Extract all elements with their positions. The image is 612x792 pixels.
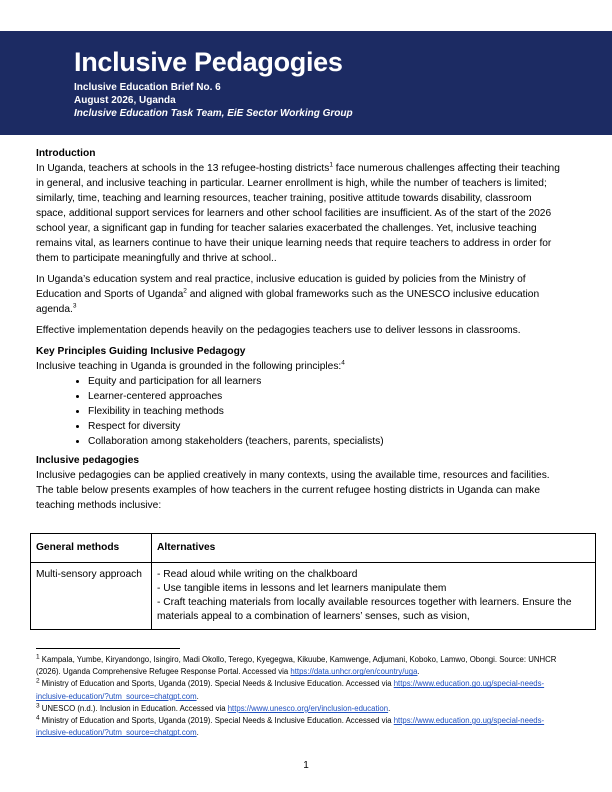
list-item: • Learner-centered approaches bbox=[88, 389, 560, 404]
footnote-divider bbox=[36, 648, 180, 649]
principles-lead bbox=[36, 359, 560, 374]
principles-lead-text: Inclusive teaching in Uganda is grounded in the following principles: bbox=[36, 361, 342, 372]
footnote-link[interactable]: https://data.unhcr.org/en/country/uga bbox=[290, 667, 418, 677]
footnote-1: $^1$ Kampala, Yumbe, Kiryandongo, Isingiro, Madi Okollo, Terego, Kyegegwa, Kikuube, Kamwenge, Adjumani, Koboko, Lamwo, Obongi. Source: UNHCR (2026). Uganda Comprehensive Refugee Response Portal. Accessed via https://data.unhcr.org/en/country/uga. bbox=[36, 653, 557, 677]
alternative-item: - Use tangible items in lessons and let learners manipulate them bbox=[157, 583, 447, 594]
footnote-4: $^4$ Ministry of Education and Sports, Uganda (2019). Special Needs & Inclusive Education. Accessed via https://www.education.go.ug/special-needs-inclusive-education/?utm_source=chatgpt.com. bbox=[36, 714, 545, 738]
intro-paragraph-1: In Uganda, teachers at schools in the 13 refugee-hosting districts$^1$ face numerous challenges affecting their teaching in general, and inclusive teaching in particular. Learner enrollment is high, while the number of teachers is limited; similarly, time, teaching and learning resources, teacher training, positive attitude towards disability, classroom space, additional support services for learners and other school facilities are insufficient. As of the start of the 2026 school year, a significant gap in funding for teacher salaries exacerbated the challenges. Yet, inclusive teaching remains vital, as learners continue to have their unique learning needs that require teachers to address in order for them to participate meaningfully and thrive at school.. bbox=[36, 161, 560, 264]
intro-p2-text-b: and aligned with global frameworks such as the UNESCO inclusive education agenda. bbox=[36, 289, 540, 315]
intro-p2-text-a: In Uganda’s education system and real practice, inclusive education is guided by policies from the Ministry of Education and Sports of Uganda bbox=[36, 274, 526, 300]
pedagogies-paragraph: Inclusive pedagogies can be applied creatively in many contexts, using the available time, resources and facilities. The table below presents examples of how teachers in the current refugee hosting districts in Uganda can make teaching methods inclusive: bbox=[36, 470, 550, 511]
table-header-row bbox=[31, 534, 596, 563]
intro-heading: Introduction bbox=[36, 148, 96, 159]
footnote-link[interactable]: https://www.education.go.ug/special-needs-inclusive-education/?utm_source=chatgpt.com bbox=[36, 679, 545, 701]
method-cell: Multi-sensory approach bbox=[31, 563, 152, 630]
principles-heading: Key Principles Guiding Inclusive Pedagogy bbox=[36, 346, 246, 357]
page-number: 1 bbox=[303, 760, 309, 771]
list-item: • Equity and participation for all learners bbox=[88, 374, 560, 389]
intro-paragraph-2 bbox=[36, 272, 560, 317]
footnote-text: Kampala, Yumbe, Kiryandongo, Isingiro, Madi Okollo, Terego, Kyegegwa, Kikuube, Kamwenge, Adjumani, Koboko, Lamwo, Obongi. Source: UNHCR (2026). Uganda Comprehensive Refugee Response Portal. Accessed via bbox=[36, 655, 557, 677]
principles-list bbox=[36, 374, 560, 449]
list-item: • Respect for diversity bbox=[88, 419, 560, 434]
pedagogies-heading: Inclusive pedagogies bbox=[36, 455, 140, 466]
footnote-ref-2[interactable]: 2 bbox=[183, 287, 187, 295]
column-header-alternatives: Alternatives bbox=[152, 534, 596, 563]
footnote-text: Ministry of Education and Sports, Uganda (2019). Special Needs & Inclusive Education. Accessed via bbox=[39, 679, 394, 689]
footnotes bbox=[36, 654, 576, 739]
header-banner bbox=[0, 31, 612, 135]
table-row bbox=[31, 563, 596, 630]
footnote-number: 4 bbox=[36, 714, 40, 722]
alternative-item: - Read aloud while writing on the chalkboard bbox=[157, 569, 358, 580]
list-item: • Collaboration among stakeholders (teachers, parents, specialists) bbox=[88, 434, 560, 449]
brief-number: Inclusive Education Brief No. 6 bbox=[74, 82, 221, 93]
document-body bbox=[36, 146, 560, 519]
footnote-ref-4[interactable]: 4 bbox=[341, 359, 345, 367]
intro-p1-text-a: In Uganda, teachers at schools in the 13 refugee-hosting districts bbox=[36, 163, 330, 174]
methods-table bbox=[30, 533, 596, 630]
footnote-text: UNESCO (n.d.). Inclusion in Education. Accessed via bbox=[39, 703, 228, 713]
footnote-text: Ministry of Education and Sports, Uganda (2019). Special Needs & Inclusive Education. Accessed via bbox=[39, 716, 394, 726]
footnote-number: 3 bbox=[36, 702, 40, 710]
footnote-link[interactable]: https://www.education.go.ug/special-needs-inclusive-education/?utm_source=chatgpt.com bbox=[36, 716, 545, 738]
footnote-2: $^2$ Ministry of Education and Sports, Uganda (2019). Special Needs & Inclusive Education. Accessed via https://www.education.go.ug/special-needs-inclusive-education/?utm_source=chatgpt.com. bbox=[36, 677, 545, 701]
intro-p1-text-b: face numerous challenges affecting their teaching in general, and inclusive teaching in particular. Learner enrollment is high, while the number of teachers is limited; similarly, time, teaching and learning resources, teacher training, positive attitude towards disability, classroom space, additional support services for learners and other school facilities are insufficient. As of the start of the 2026 school year, a significant gap in funding for teacher salaries exacerbated the challenges. Yet, inclusive teaching remains vital, as learners continue to have their unique learning needs that require teachers to address in order for them to participate meaningfully and thrive at school. bbox=[36, 163, 560, 264]
list-item: • Flexibility in teaching methods bbox=[88, 404, 560, 419]
footnote-ref-3[interactable]: 3 bbox=[72, 302, 77, 310]
page-title: Inclusive Pedagogies bbox=[74, 47, 343, 77]
footnote-ref-1[interactable]: 1 bbox=[329, 161, 333, 169]
footnote-number: 2 bbox=[36, 677, 40, 685]
footnote-link[interactable]: https://www.unesco.org/en/inclusion-education bbox=[227, 703, 389, 713]
column-header-methods: General methods bbox=[31, 534, 152, 563]
brief-date: August 2026, Uganda bbox=[74, 95, 176, 106]
alternative-item: - Craft teaching materials from locally available resources together with learners. Ensure the materials appeal to a combination of learners’ senses, such as vision, bbox=[157, 597, 572, 622]
footnote-number: 1 bbox=[36, 653, 40, 661]
brief-author: Inclusive Education Task Team, EiE Sector Working Group bbox=[74, 108, 353, 119]
footnote-3: $^3$ UNESCO (n.d.). Inclusion in Education. Accessed via https://www.unesco.org/en/inclusion-education. bbox=[36, 702, 391, 713]
intro-paragraph-3: Effective implementation depends heavily on the pedagogies teachers use to deliver lessons in classrooms. bbox=[36, 325, 521, 336]
alternatives-cell bbox=[152, 563, 596, 630]
